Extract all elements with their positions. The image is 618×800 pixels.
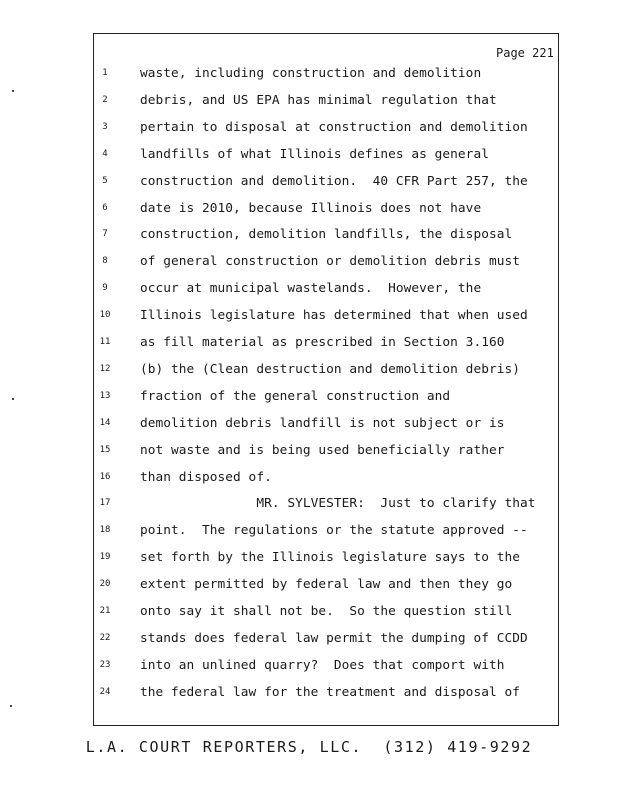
line-text: date is 2010, because Illinois does not have	[140, 200, 482, 216]
line-number: 19	[99, 552, 111, 563]
line-number: 13	[99, 390, 111, 401]
transcript-line	[0, 281, 618, 301]
line-number: 16	[99, 471, 111, 482]
transcript-line	[0, 496, 618, 516]
line-text: pertain to disposal at construction and demolition	[140, 119, 528, 135]
line-text: point. The regulations or the statute approved --	[140, 523, 528, 539]
transcript-line	[0, 416, 618, 436]
line-number: 24	[99, 686, 111, 697]
line-number: 6	[102, 202, 108, 213]
line-number: 22	[99, 632, 111, 643]
line-number: 1	[102, 68, 108, 78]
transcript-line	[0, 523, 618, 543]
line-text: of general construction or demolition debris must	[140, 254, 520, 270]
transcript-line	[0, 254, 618, 274]
line-number: 23	[99, 659, 111, 670]
line-text: occur at municipal wastelands. However, the	[140, 281, 482, 297]
transcript-line	[0, 93, 618, 113]
transcript-line	[0, 201, 618, 221]
line-number: 17	[99, 498, 111, 509]
line-number: 11	[99, 337, 111, 347]
transcript-line	[0, 443, 618, 463]
line-number: 12	[99, 363, 111, 374]
line-text: landfills of what Illinois defines as general	[140, 146, 489, 162]
line-text: into an unlined quarry? Does that comport with	[140, 657, 505, 673]
transcript-line	[0, 120, 618, 140]
line-text: (b) the (Clean destruction and demolition debris)	[140, 361, 520, 377]
transcript-line	[0, 174, 618, 194]
line-number: 5	[102, 175, 108, 186]
line-text: onto say it shall not be. So the question still	[140, 604, 513, 619]
line-number: 15	[99, 444, 111, 455]
line-text: set forth by the Illinois legislature says to the	[140, 550, 520, 566]
line-text: than disposed of.	[140, 469, 272, 485]
transcript-line	[0, 604, 618, 624]
line-number: 20	[99, 579, 111, 590]
line-number: 4	[102, 148, 108, 159]
line-text: as fill material as prescribed in Section 3.160	[140, 335, 505, 350]
line-text: waste, including construction and demolition	[140, 66, 482, 81]
line-text: Illinois legislature has determined that when used	[140, 308, 528, 324]
line-text: debris, and US EPA has minimal regulation that	[140, 92, 497, 108]
page-number: Page 221	[496, 46, 554, 60]
transcript-line	[0, 577, 618, 597]
line-text: stands does federal law permit the dumping of CCDD	[140, 630, 528, 646]
line-number: 2	[102, 94, 108, 105]
line-number: 9	[102, 283, 108, 294]
line-number: 10	[99, 310, 111, 321]
line-number: 3	[102, 121, 108, 132]
line-number: 21	[99, 606, 111, 616]
line-text: demolition debris landfill is not subject or is	[140, 415, 505, 431]
transcript-line	[0, 658, 618, 678]
line-text: construction and demolition. 40 CFR Part 257, the	[140, 173, 528, 189]
transcript-line	[0, 362, 618, 382]
transcript-line	[0, 389, 618, 409]
transcript-line	[0, 308, 618, 328]
line-text: MR. SYLVESTER: Just to clarify that	[140, 496, 536, 512]
line-text: the federal law for the treatment and disposal of	[140, 684, 520, 700]
transcript-line	[0, 550, 618, 570]
transcript-line	[0, 335, 618, 355]
line-number: 14	[99, 417, 111, 428]
scan-speck	[10, 705, 12, 707]
transcript-line	[0, 685, 618, 705]
scan-speck	[12, 398, 14, 400]
line-number: 8	[102, 256, 108, 267]
transcript-line	[0, 147, 618, 167]
scan-speck	[12, 90, 14, 92]
transcript-line	[0, 631, 618, 651]
line-number: 18	[99, 525, 111, 536]
reporter-footer: L.A. COURT REPORTERS, LLC. (312) 419-9292	[85, 738, 533, 756]
transcript-line	[0, 227, 618, 247]
transcript-line	[0, 470, 618, 490]
line-text: fraction of the general construction and	[140, 388, 451, 404]
transcript-line	[0, 66, 618, 86]
line-number: 7	[102, 229, 108, 240]
line-text: not waste and is being used beneficially rather	[140, 442, 505, 458]
line-text: extent permitted by federal law and then they go	[140, 577, 513, 593]
line-text: construction, demolition landfills, the disposal	[140, 227, 513, 243]
